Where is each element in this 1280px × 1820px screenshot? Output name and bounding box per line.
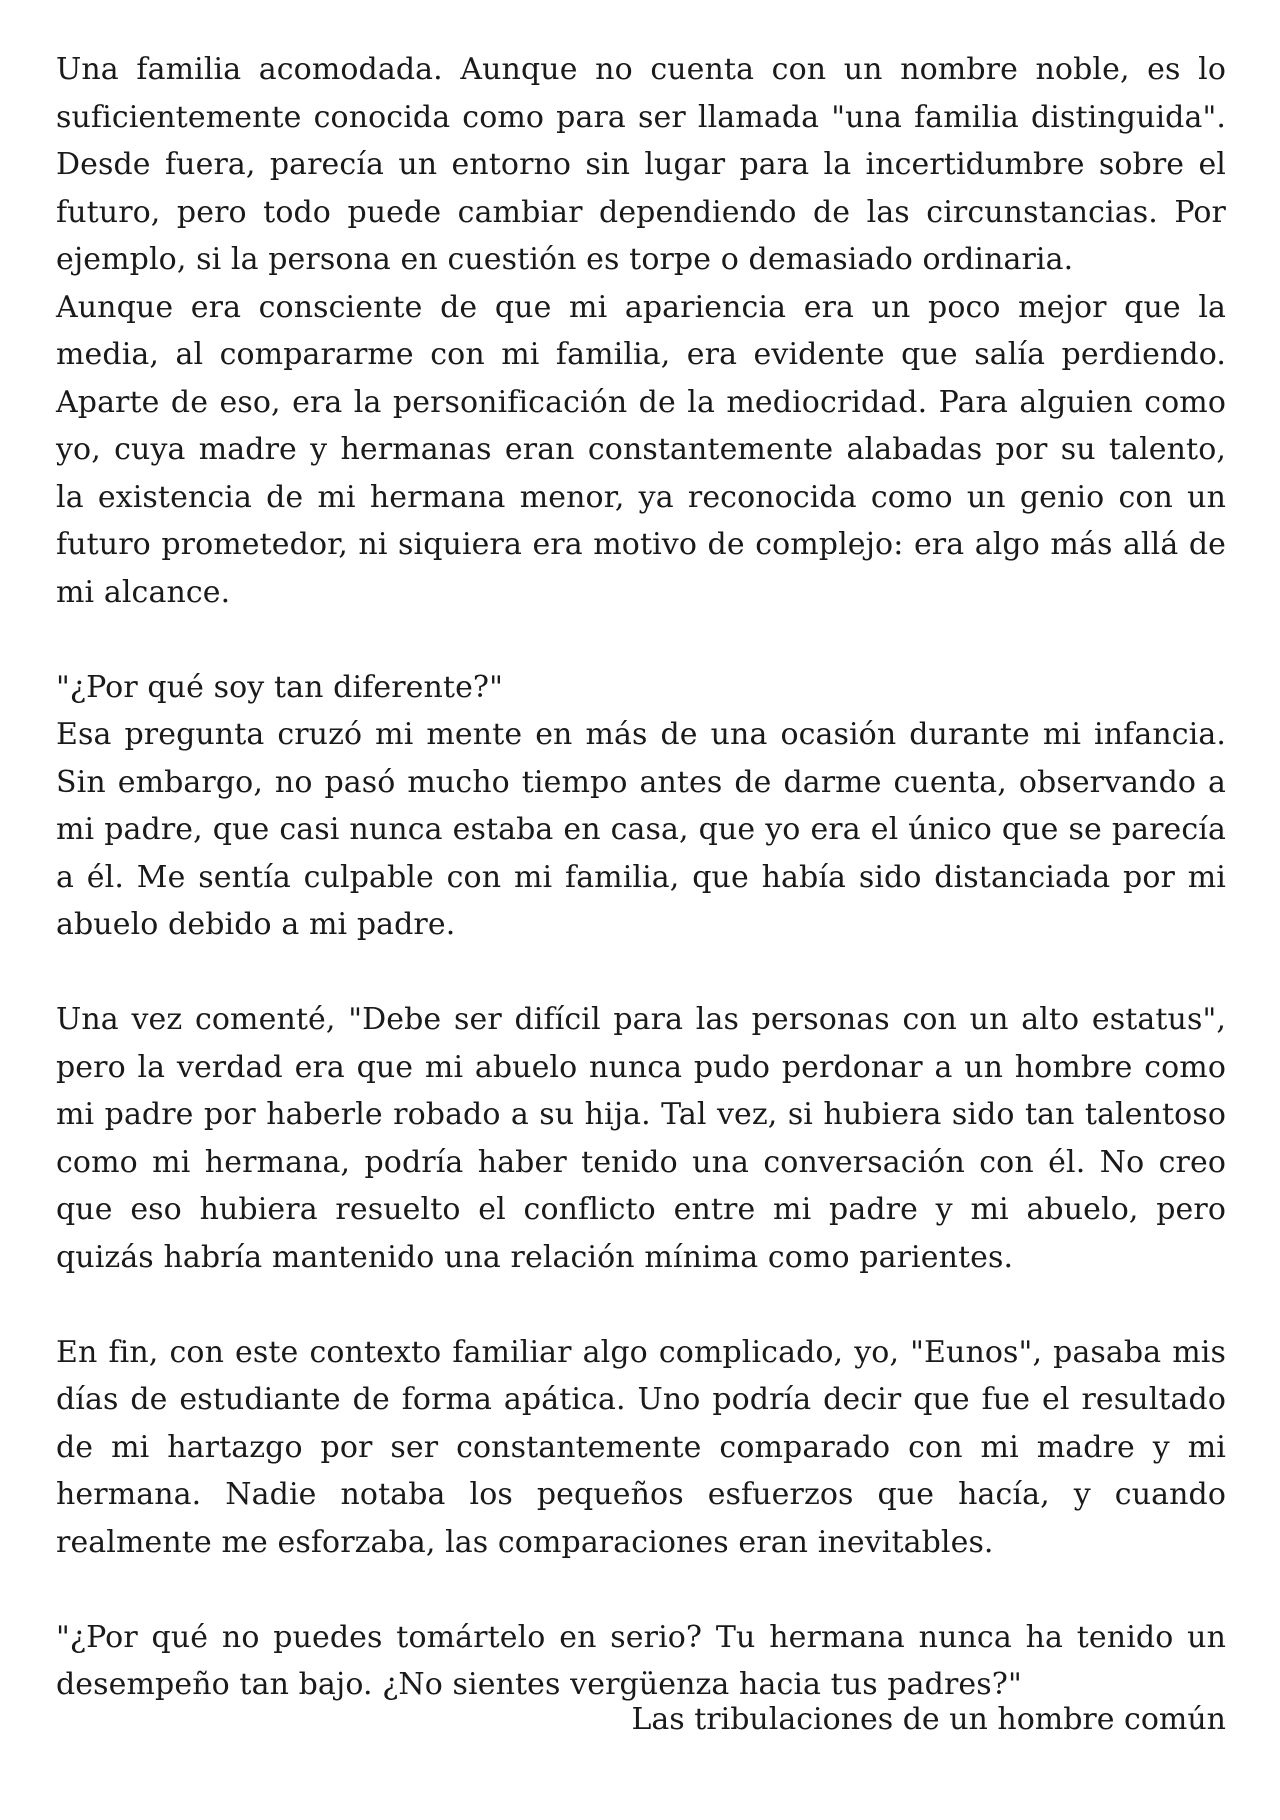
paragraph-3: Esa pregunta cruzó mi mente en más de una ocasión durante mi infancia. Sin embargo, no pasó mucho tiempo antes de darme cuenta, observando a mi padre, que casi nunca estaba en casa, que yo era el único que se parecía a él. Me sentía culpable con mi familia, que había sido distanciada por mi abuelo debido a mi padre. <box>56 717 1226 942</box>
paragraph-4: Una vez comenté, "Debe ser difícil para las personas con un alto estatus", pero la verdad era que mi abuelo nunca pudo perdonar a un hombre como mi padre por haberle robado a su hija. Tal vez, si hubiera sido tan talentoso como mi hermana, podría haber tenido una conversación con él. No creo que eso hubiera resuelto el conflicto entre mi padre y mi abuelo, pero quizás habría mantenido una relación mínima como parientes. <box>56 1002 1226 1275</box>
paragraph-gap <box>56 1566 1226 1614</box>
dialogue-line-2: "¿Por qué no puedes tomártelo en serio? Tu hermana nunca ha tenido un desempeño tan bajo. ¿No sientes vergüenza hacia tus padres?" <box>56 1619 1226 1702</box>
dialogue-line-1: "¿Por qué soy tan diferente?" <box>56 669 504 705</box>
paragraph-5: En fin, con este contexto familiar algo complicado, yo, "Eunos", pasaba mis días de estudiante de forma apática. Uno podría decir que fue el resultado de mi hartazgo por ser constantemente comparado con mi madre y mi hermana. Nadie notaba los pequeños esfuerzos que hacía, y cuando realmente me esforzaba, las comparaciones eran inevitables. <box>56 1334 1226 1560</box>
paragraph-gap <box>56 949 1226 997</box>
paragraph-gap <box>56 1281 1226 1329</box>
page-body <box>56 46 1226 1709</box>
paragraph-gap <box>56 616 1226 664</box>
paragraph-2: Aunque era consciente de que mi apariencia era un poco mejor que la media, al compararme con mi familia, era evidente que salía perdiendo. Aparte de eso, era la personificación de la mediocridad. Para alguien como yo, cuya madre y hermanas eran constantemente alabadas por su talento, la existencia de mi hermana menor, ya reconocida como un genio con un futuro prometedor, ni siquiera era motivo de complejo: era algo más allá de mi alcance. <box>56 289 1226 610</box>
paragraph-1: Una familia acomodada. Aunque no cuenta con un nombre noble, es lo suficientemente conocida como para ser llamada "una familia distinguida". Desde fuera, parecía un entorno sin lugar para la incertidumbre sobre el futuro, pero todo puede cambiar dependiendo de las circunstancias. Por ejemplo, si la persona en cuestión es torpe o demasiado ordinaria. <box>56 52 1226 277</box>
footer-book-title: Las tribulaciones de un hombre común <box>631 1702 1226 1737</box>
